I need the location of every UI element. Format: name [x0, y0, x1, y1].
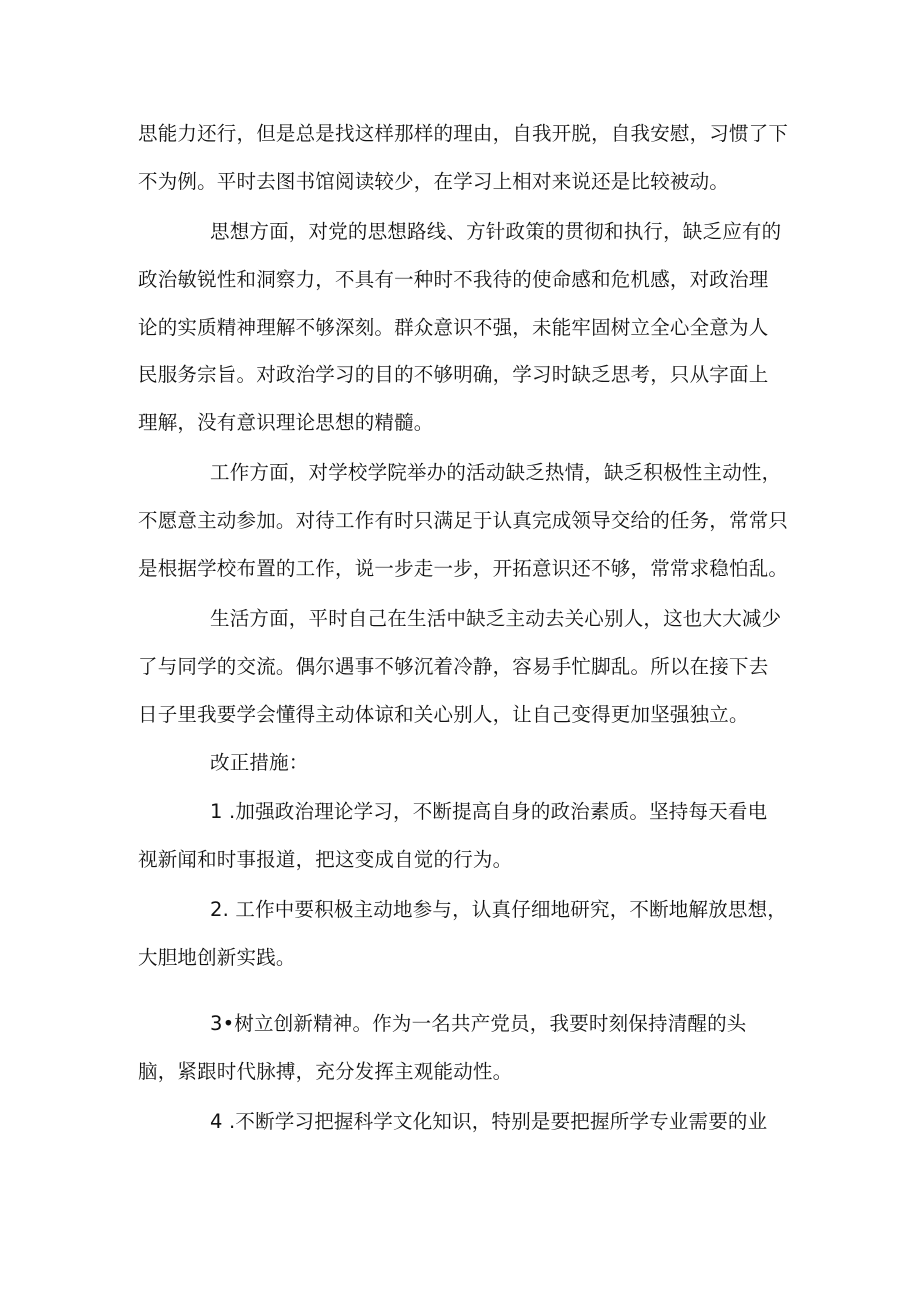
paragraph-line: 不愿意主动参加。对待工作有时只满足于认真完成领导交给的任务，常常只	[138, 509, 789, 532]
paragraph-line: 思想方面，对党的思想路线、方针政策的贯彻和执行，缺乏应有的	[210, 220, 782, 243]
list-item-line: 3•树立创新精神。作为一名共产党员，我要时刻保持清醒的头	[210, 1012, 747, 1035]
list-item-line: 1 .加强政治理论学习，不断提高自身的政治素质。坚持每天看电	[210, 800, 768, 823]
paragraph-line: 工作方面，对学校学院举办的活动缺乏热情，缺乏积极性主动性，	[210, 461, 782, 484]
paragraph-line: 思能力还行，但是总是找这样那样的理由，自我开脱，自我安慰，习惯了下	[138, 122, 789, 145]
paragraph-line: 政治敏锐性和洞察力，不具有一种时不我待的使命感和危机感，对政治理	[138, 268, 769, 291]
paragraph-line: 是根据学校布置的工作，说一步走一步，开拓意识还不够，常常求稳怕乱。	[138, 557, 789, 580]
paragraph-line: 理解，没有意识理论思想的精髓。	[138, 411, 434, 434]
paragraph-line: 论的实质精神理解不够深刻。群众意识不强，未能牢固树立全心全意为人	[138, 316, 769, 339]
list-item-line: 4 .不断学习把握科学文化知识，特别是要把握所学专业需要的业	[210, 1110, 768, 1133]
paragraph-line: 了与同学的交流。偶尔遇事不够沉着冷静，容易手忙脚乱。所以在接下去	[138, 655, 769, 678]
paragraph-line: 民服务宗旨。对政治学习的目的不够明确，学习时缺乏思考，只从字面上	[138, 363, 769, 386]
paragraph-line: 生活方面，平时自己在生活中缺乏主动去关心别人，这也大大减少	[210, 607, 782, 630]
paragraph-line: 日子里我要学会懂得主动体谅和关心别人，让自己变得更加坚强独立。	[138, 703, 749, 726]
paragraph-line: 不为例。平时去图书馆阅读较少，在学习上相对来说还是比较被动。	[138, 170, 730, 193]
list-item-line: 脑，紧跟时代脉搏，充分发挥主观能动性。	[138, 1060, 513, 1083]
section-heading: 改正措施：	[210, 751, 309, 774]
list-item-line: 大胆地创新实践。	[138, 946, 296, 969]
list-item-line: 2. 工作中要积极主动地参与，认真仔细地研究，不断地解放思想，	[210, 898, 788, 921]
list-item-line: 视新闻和时事报道，把这变成自觉的行为。	[138, 848, 513, 871]
